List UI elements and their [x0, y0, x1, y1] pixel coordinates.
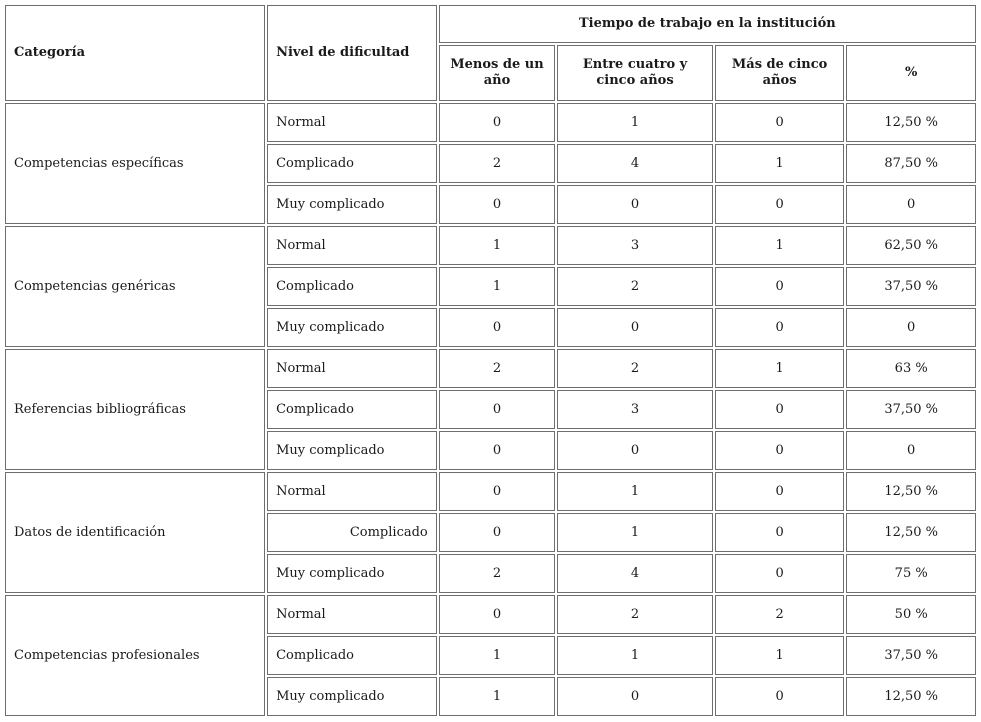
category-cell: Competencias profesionales	[5, 595, 265, 716]
level-cell: Muy complicado	[267, 431, 437, 470]
menos-cell: 1	[439, 636, 555, 675]
table-body	[5, 103, 976, 716]
entre-cell: 4	[557, 144, 713, 183]
level-cell: Muy complicado	[267, 308, 437, 347]
entre-cell: 2	[557, 595, 713, 634]
table-row	[5, 349, 976, 388]
level-cell: Normal	[267, 595, 437, 634]
menos-cell: 1	[439, 226, 555, 265]
mas-cell: 0	[715, 554, 845, 593]
header-row-1	[5, 5, 976, 43]
entre-cell: 0	[557, 677, 713, 716]
level-cell: Complicado	[267, 636, 437, 675]
pct-cell: 0	[846, 185, 976, 224]
menos-cell: 0	[439, 308, 555, 347]
entre-cell: 3	[557, 226, 713, 265]
menos-cell: 1	[439, 267, 555, 306]
header-menos: Menos de un año	[439, 45, 555, 101]
pct-cell: 50 %	[846, 595, 976, 634]
pct-cell: 75 %	[846, 554, 976, 593]
level-cell: Complicado	[267, 144, 437, 183]
entre-cell: 4	[557, 554, 713, 593]
table-row	[5, 226, 976, 265]
entre-cell: 0	[557, 185, 713, 224]
menos-cell: 0	[439, 390, 555, 429]
table-row	[5, 472, 976, 511]
header-pct: %	[846, 45, 976, 101]
header-mas: Más de cinco años	[715, 45, 845, 101]
mas-cell: 0	[715, 390, 845, 429]
menos-cell: 0	[439, 595, 555, 634]
entre-cell: 1	[557, 472, 713, 511]
pct-cell: 12,50 %	[846, 103, 976, 142]
mas-cell: 0	[715, 513, 845, 552]
header-nivel: Nivel de dificultad	[267, 5, 437, 101]
menos-cell: 0	[439, 431, 555, 470]
entre-cell: 0	[557, 431, 713, 470]
category-cell: Competencias específicas	[5, 103, 265, 224]
menos-cell: 1	[439, 677, 555, 716]
mas-cell: 1	[715, 349, 845, 388]
mas-cell: 1	[715, 226, 845, 265]
level-cell: Muy complicado	[267, 185, 437, 224]
entre-cell: 2	[557, 267, 713, 306]
entre-cell: 2	[557, 349, 713, 388]
mas-cell: 0	[715, 185, 845, 224]
mas-cell: 1	[715, 144, 845, 183]
pct-cell: 12,50 %	[846, 472, 976, 511]
table-row	[5, 595, 976, 634]
menos-cell: 2	[439, 554, 555, 593]
level-cell: Normal	[267, 226, 437, 265]
menos-cell: 0	[439, 185, 555, 224]
table-row	[5, 103, 976, 142]
data-table	[3, 3, 978, 718]
pct-cell: 37,50 %	[846, 390, 976, 429]
entre-cell: 3	[557, 390, 713, 429]
pct-cell: 62,50 %	[846, 226, 976, 265]
mas-cell: 0	[715, 431, 845, 470]
entre-cell: 1	[557, 636, 713, 675]
mas-cell: 1	[715, 636, 845, 675]
mas-cell: 0	[715, 103, 845, 142]
category-cell: Competencias genéricas	[5, 226, 265, 347]
level-cell: Normal	[267, 472, 437, 511]
level-cell: Muy complicado	[267, 677, 437, 716]
menos-cell: 0	[439, 103, 555, 142]
menos-cell: 2	[439, 349, 555, 388]
menos-cell: 0	[439, 472, 555, 511]
level-cell: Complicado	[267, 513, 437, 552]
pct-cell: 87,50 %	[846, 144, 976, 183]
menos-cell: 2	[439, 144, 555, 183]
pct-cell: 0	[846, 308, 976, 347]
pct-cell: 12,50 %	[846, 677, 976, 716]
mas-cell: 0	[715, 308, 845, 347]
pct-cell: 63 %	[846, 349, 976, 388]
pct-cell: 12,50 %	[846, 513, 976, 552]
header-categoria: Categoría	[5, 5, 265, 101]
table-header	[5, 5, 976, 101]
menos-cell: 0	[439, 513, 555, 552]
entre-cell: 0	[557, 308, 713, 347]
mas-cell: 0	[715, 677, 845, 716]
entre-cell: 1	[557, 103, 713, 142]
mas-cell: 2	[715, 595, 845, 634]
entre-cell: 1	[557, 513, 713, 552]
pct-cell: 37,50 %	[846, 636, 976, 675]
mas-cell: 0	[715, 267, 845, 306]
level-cell: Normal	[267, 103, 437, 142]
level-cell: Muy complicado	[267, 554, 437, 593]
level-cell: Complicado	[267, 267, 437, 306]
pct-cell: 37,50 %	[846, 267, 976, 306]
pct-cell: 0	[846, 431, 976, 470]
header-tiempo: Tiempo de trabajo en la institución	[439, 5, 976, 43]
category-cell: Referencias bibliográficas	[5, 349, 265, 470]
header-entre: Entre cuatro y cinco años	[557, 45, 713, 101]
mas-cell: 0	[715, 472, 845, 511]
level-cell: Normal	[267, 349, 437, 388]
category-cell: Datos de identificación	[5, 472, 265, 593]
level-cell: Complicado	[267, 390, 437, 429]
